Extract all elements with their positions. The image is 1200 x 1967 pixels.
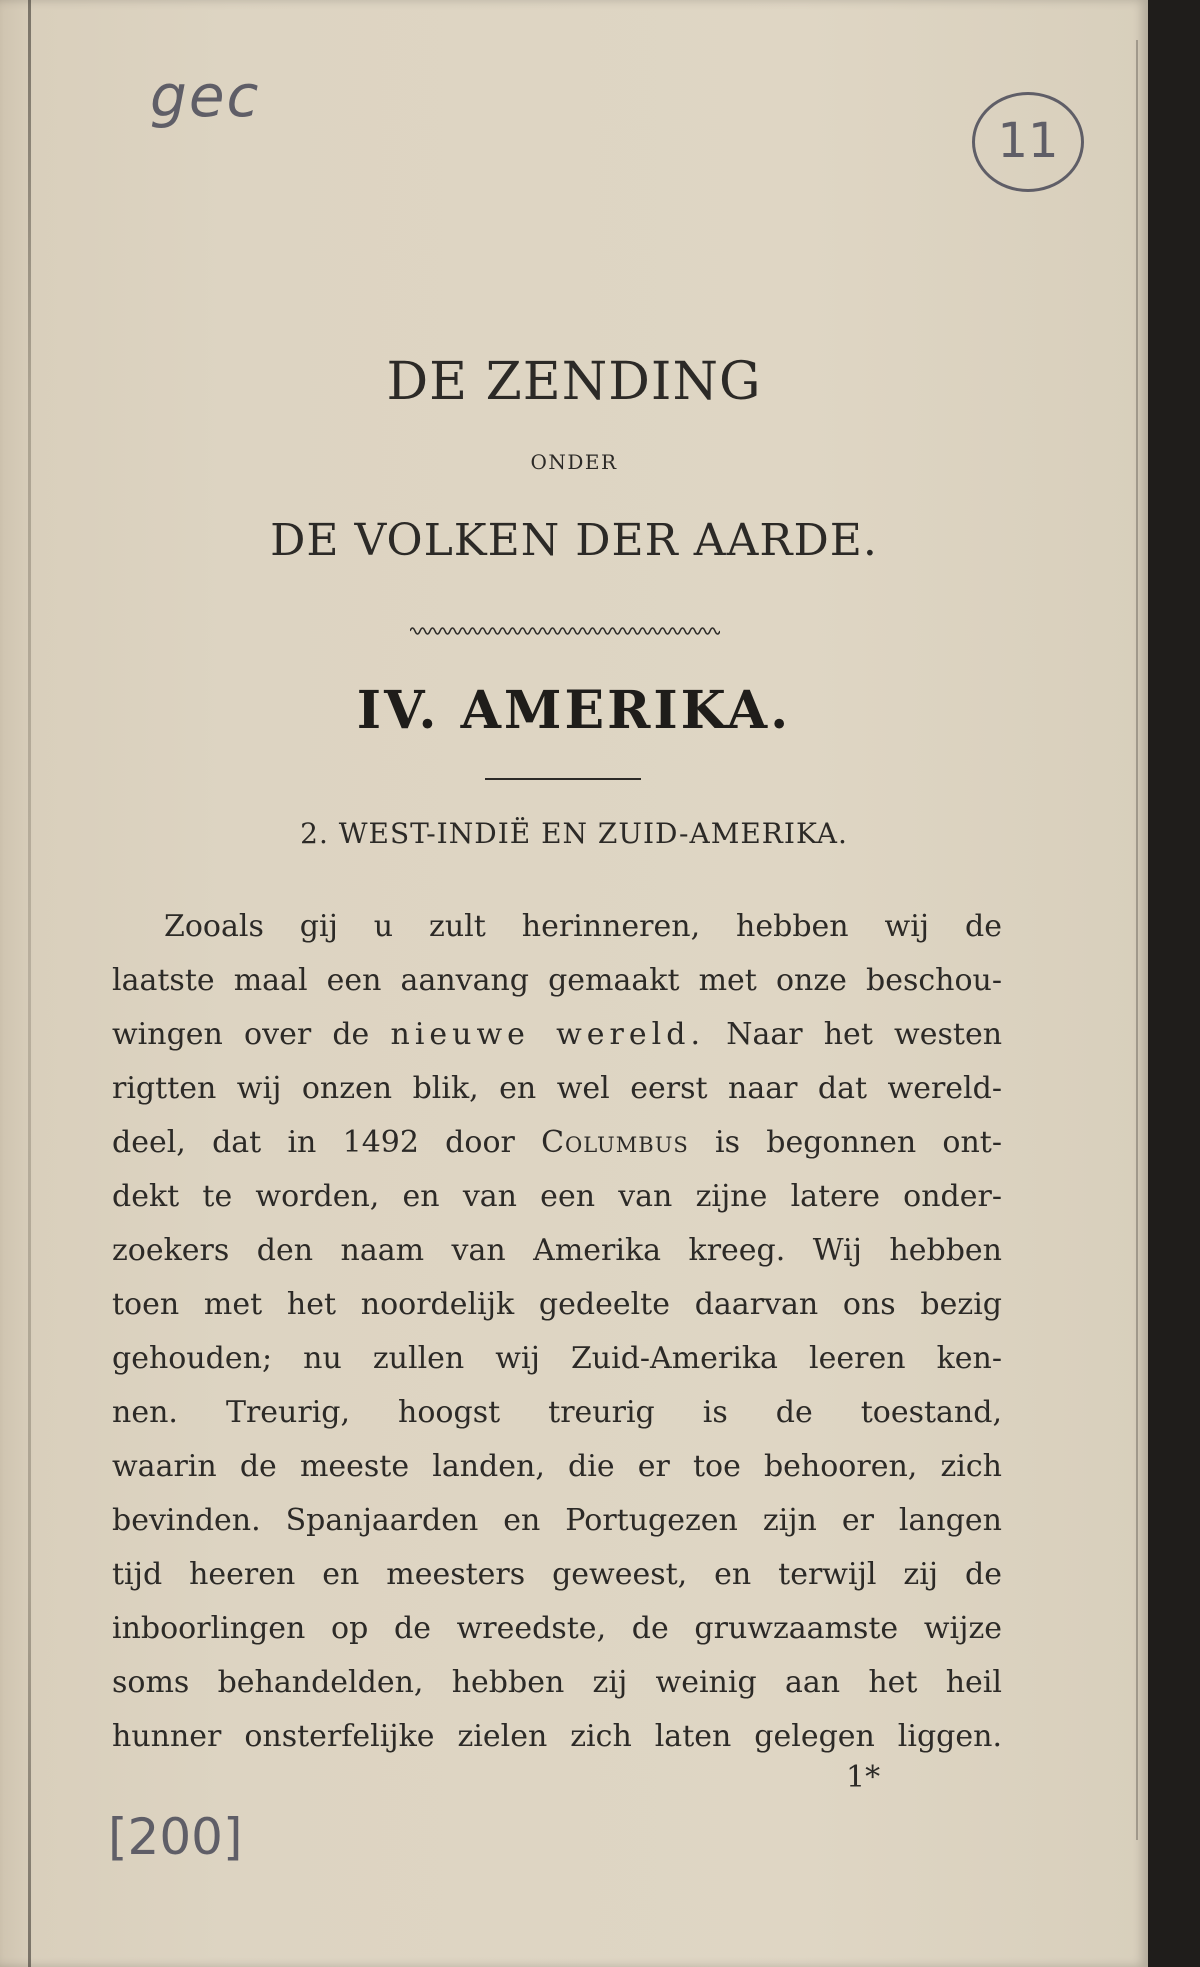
- signature-mark: 1*: [846, 1760, 881, 1795]
- book-subtitle: DE VOLKEN DER AARDE.: [270, 515, 878, 566]
- section-heading: IV. AMERIKA.: [356, 680, 792, 741]
- text-line: zoekers den naam van Amerika kreeg. Wij hebben: [112, 1233, 1002, 1268]
- text-span: Naar het westen: [705, 1017, 1003, 1052]
- text-line: laatste maal een aanvang gemaakt met onze beschou-: [112, 963, 1002, 998]
- text-line: nen. Treurig, hoogst treurig is de toestand,: [112, 1395, 1002, 1430]
- text-span: is begonnen ont-: [688, 1125, 1002, 1160]
- text-line: Zooals gij u zult herinneren, hebben wij de: [164, 909, 1002, 944]
- emphasized-text: nieuwe wereld.: [390, 1017, 705, 1052]
- body-text: [112, 900, 1002, 1764]
- text-line: [112, 1116, 1002, 1170]
- heading-rule: [485, 778, 641, 780]
- text-span: deel, dat in 1492 door: [112, 1125, 542, 1160]
- handwritten-note-bottom-left: [200]: [108, 1808, 243, 1866]
- text-line: [112, 1008, 1002, 1062]
- title-connector: ONDER: [530, 450, 618, 474]
- text-span: wingen over de: [112, 1017, 391, 1052]
- handwritten-note-top-left: gec: [150, 62, 261, 130]
- text-line: bevinden. Spanjaarden en Portugezen zijn er langen: [112, 1503, 1002, 1538]
- text-line: dekt te worden, en van een van zijne latere onder-: [112, 1179, 1002, 1214]
- text-line: waarin de meeste landen, die er toe behooren, zich: [112, 1449, 1002, 1484]
- text-line: soms behandelden, hebben zij weinig aan het heil: [112, 1665, 1002, 1700]
- text-line: toen met het noordelijk gedeelte daarvan ons bezig: [112, 1287, 1002, 1322]
- book-title: DE ZENDING: [386, 352, 762, 412]
- page-edge-line: [1136, 40, 1138, 1840]
- wavy-divider: [410, 624, 720, 638]
- section-subheading: 2. WEST-INDIË EN ZUID-AMERIKA.: [300, 817, 848, 850]
- text-line: rigtten wij onzen blik, en wel eerst naar dat wereld-: [112, 1071, 1002, 1106]
- spine-shadow: [28, 0, 31, 1967]
- handwritten-page-number: 11: [972, 92, 1084, 192]
- text-line: tijd heeren en meesters geweest, en terwijl zij de: [112, 1557, 1002, 1592]
- small-caps-name: Columbus: [541, 1125, 689, 1160]
- text-line: inboorlingen op de wreedste, de gruwzaamste wijze: [112, 1611, 1002, 1646]
- text-line: gehouden; nu zullen wij Zuid-Amerika leeren ken-: [112, 1341, 1002, 1376]
- text-line: hunner onsterfelijke zielen zich laten gelegen liggen.: [112, 1719, 1002, 1754]
